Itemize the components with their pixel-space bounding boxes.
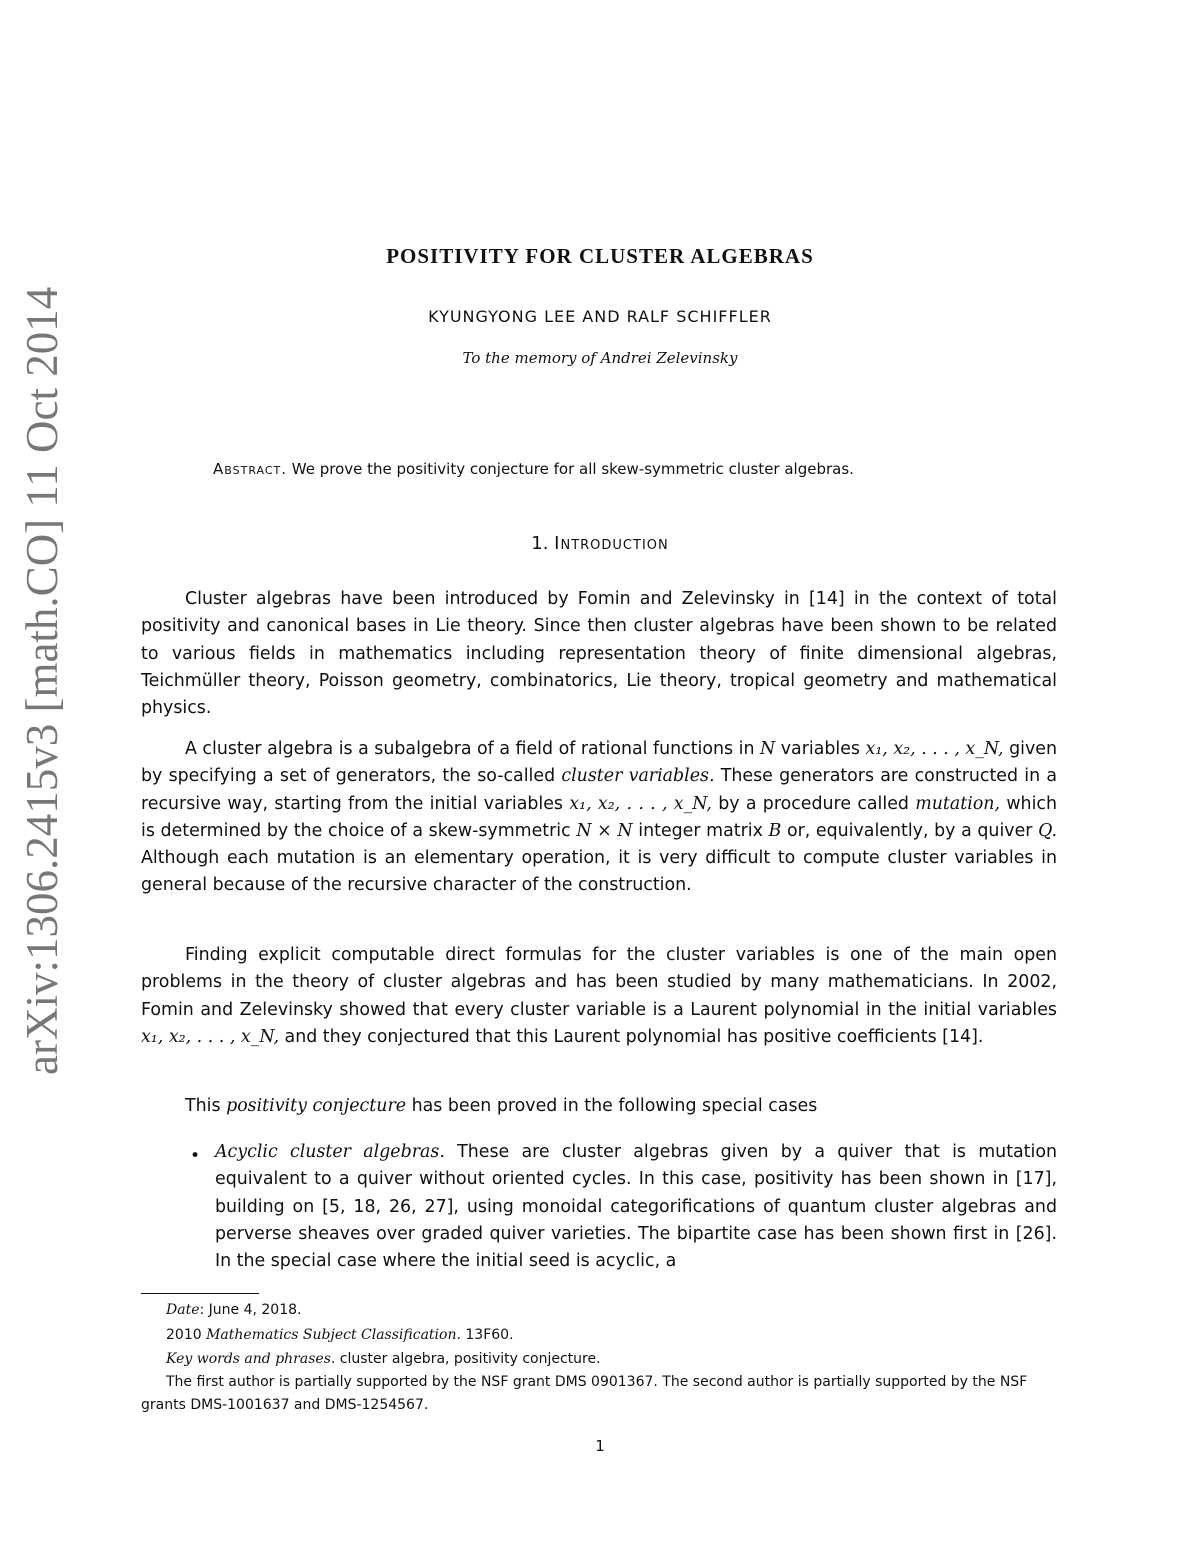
math-B: B [768, 820, 782, 841]
paragraph-1: Cluster algebras have been introduced by Fomin and Zelevinsky in [14] in the context of total positivity and canonical bases in Lie theory. Since then cluster algebras have been shown to be related to various fields in mathematics including representation theory of finite dimensional algebras, Teichmüller theory, Poisson geometry, combinatorics, Lie theory, tropical geometry and mathematical physics. [141, 589, 1057, 719]
paragraph-4 [141, 1093, 1057, 1120]
math-variables: x₁, x₂, . . . , x_N, [141, 1026, 280, 1047]
footnote-msc-label: Mathematics Subject Classification. [206, 1327, 461, 1343]
term-mutation: mutation, [915, 793, 1001, 814]
paper-title: POSITIVITY FOR CLUSTER ALGEBRAS [386, 244, 814, 268]
list-item-heading: Acyclic cluster algebras. [215, 1142, 445, 1162]
term-cluster-variables: cluster variables. [561, 766, 715, 787]
list-item [215, 1139, 1057, 1275]
p2-text-i: Although each mutation is an elementary operation, it is very difficult to compute cluster variables in general because of the recursive character of the construction. [141, 848, 1057, 896]
p4-text-a: This [185, 1096, 227, 1116]
p2-text-d: These generators are constructed in a recursive way, starting from the initial variables [141, 766, 1057, 814]
p2-text-e: by a procedure called [711, 793, 916, 814]
footnote-date [141, 1299, 1061, 1322]
term-positivity-conjecture: positivity conjecture [226, 1096, 407, 1116]
list-item-text: These are cluster algebras given by a quiver that is mutation equivalent to a quiver without oriented cycles. In this case, positivity has been shown in [17], building on [5, 18, 26, 27], using monoidal categorifications of quantum cluster algebras and perverse sheaves over graded quiver varieties. The bipartite case has been shown first in [26]. In the special case where the initial seed is acyclic, a [215, 1142, 1057, 1272]
p3-text-a: Finding explicit computable direct formulas for the cluster variables is one of the main open problems in the theory of cluster algebras and has been studied by many mathematicians. In 2002, Fomin and Zelevinsky showed that every cluster variable is a Laurent polynomial in the initial variables [141, 945, 1057, 1020]
math-N: N [760, 739, 776, 759]
section-heading [0, 533, 1200, 554]
p2-text-h: or, equivalently, by a quiver [781, 820, 1039, 841]
math-Q: Q. [1038, 820, 1057, 841]
footnote-date-value: : June 4, 2018. [199, 1302, 302, 1318]
math-variables: x₁, x₂, . . . , x_N, [865, 739, 1004, 759]
footnote-msc [141, 1324, 1061, 1347]
section-number: 1. [531, 533, 549, 554]
arxiv-side-stamp: arXiv:1306.2415v3 [math.CO] 11 Oct 2014 [17, 286, 67, 1075]
page-number: 1 [595, 1437, 605, 1455]
section-title: Introduction [554, 533, 669, 554]
dedication: To the memory of Andrei Zelevinsky [462, 349, 738, 367]
footnote-keywords-label: Key words and phrases. [166, 1351, 336, 1367]
abstract [213, 460, 1003, 478]
footnote-keywords [141, 1348, 1061, 1371]
abstract-text: We prove the positivity conjecture for all skew-symmetric cluster algebras. [291, 460, 854, 478]
math-variables: x₁, x₂, . . . , x_N, [569, 793, 712, 814]
p2-text-g: integer matrix [632, 820, 769, 841]
math-NxN: N × N [576, 820, 633, 841]
paragraph-2 [141, 736, 1057, 900]
footnote-msc-value: 13F60. [460, 1327, 514, 1343]
footnote-msc-prefix: 2010 [166, 1327, 207, 1343]
p3-text-b: and they conjectured that this Laurent polynomial has positive coefficients [14]. [279, 1026, 984, 1047]
bullet-icon: • [190, 1146, 201, 1166]
p2-text-c: given by specifying a set of generators, the so-called [141, 739, 1057, 787]
p2-text-b: variables [775, 739, 866, 759]
p2-text-f: which is determined by the choice of a skew-symmetric [141, 793, 1057, 841]
p4-text-b: has been proved in the following special cases [406, 1096, 818, 1116]
p2-text-a: A cluster algebra is a subalgebra of a field of rational functions in [185, 739, 761, 759]
paragraph-3 [141, 942, 1057, 1051]
footnote-date-label: Date [166, 1302, 200, 1318]
footnote-support: The first author is partially supported by the NSF grant DMS 0901367. The second author is partially supported by the NSF grants DMS-1001637 and DMS-1254567. [141, 1374, 1028, 1413]
footnote-rule [141, 1293, 259, 1294]
footnote-keywords-value: cluster algebra, positivity conjecture. [335, 1351, 601, 1367]
paper-authors: KYUNGYONG LEE AND RALF SCHIFFLER [428, 307, 772, 326]
abstract-label: Abstract. [213, 460, 288, 478]
